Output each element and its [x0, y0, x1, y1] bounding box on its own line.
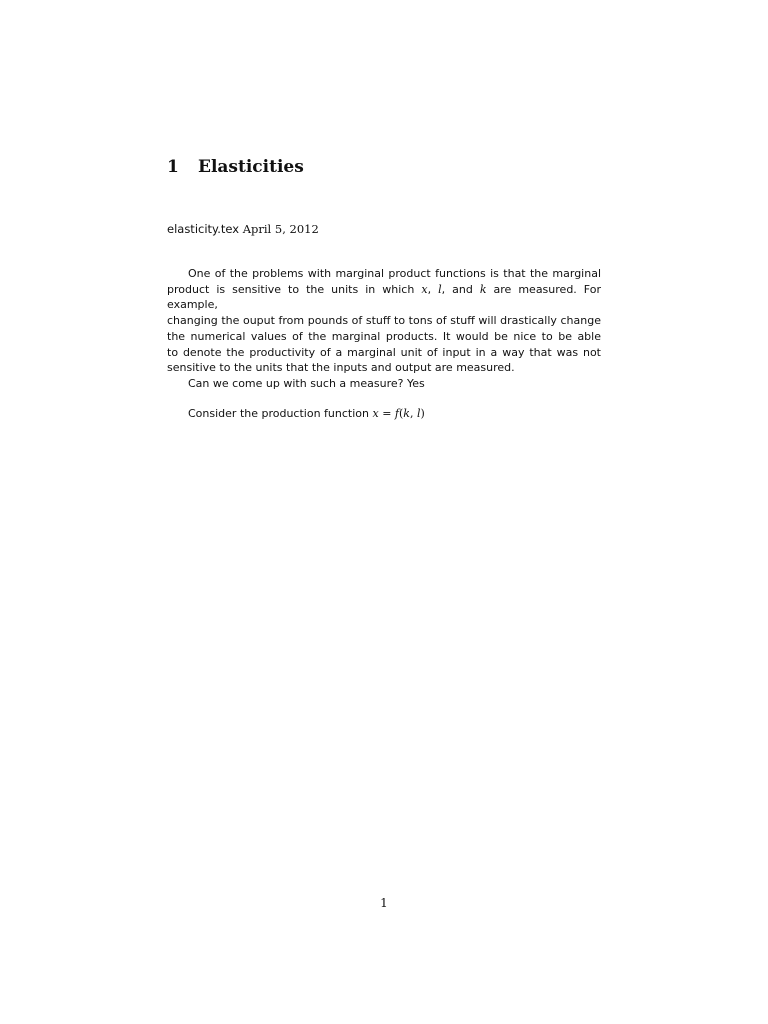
- paragraph-line: to denote the productivity of a marginal unit of input in a way that was not: [167, 345, 601, 359]
- text-run: ,: [427, 282, 439, 296]
- paragraph-question: [167, 376, 601, 392]
- section-title: Elasticities: [198, 157, 304, 177]
- math-var-l: l: [438, 282, 442, 296]
- dateline-date: April 5, 2012: [242, 222, 319, 236]
- math-equals: =: [378, 407, 395, 420]
- math-var-x: x: [372, 407, 379, 420]
- paragraph-marginal-product: [167, 266, 601, 376]
- paragraph-line: [167, 282, 601, 313]
- paragraph-line: Can we come up with such a measure? Yes: [188, 377, 425, 390]
- paragraph-line: the numerical values of the marginal products. It would be nice to be able: [167, 329, 601, 343]
- dateline-filename: elasticity.tex: [167, 222, 240, 236]
- text-run: are measured. For example,: [167, 282, 601, 312]
- math-var-k: k: [403, 407, 410, 420]
- paragraph-line: One of the problems with marginal product functions is that the marginal: [188, 267, 601, 280]
- section-number: 1: [167, 157, 179, 177]
- paragraph-line: [167, 406, 601, 422]
- math-func-f: f: [394, 407, 399, 420]
- section-heading: [167, 155, 304, 179]
- paragraph-line: changing the ouput from pounds of stuff to tons of stuff will drastically change: [167, 314, 601, 328]
- paragraph-line: sensitive to the units that the inputs and output are measured.: [167, 361, 515, 375]
- math-paren-close: ): [420, 407, 425, 420]
- dateline: [167, 221, 319, 237]
- text-run: Consider the production function: [188, 407, 373, 420]
- math-var-k: k: [479, 282, 487, 296]
- text-run: product is sensitive to the units in which: [167, 282, 422, 296]
- page-number: 1: [380, 896, 388, 910]
- paragraph-production-function: [167, 406, 601, 422]
- math-var-l: l: [416, 407, 421, 420]
- math-paren-open: (: [399, 407, 404, 420]
- math-comma: ,: [409, 407, 417, 420]
- math-var-x: x: [421, 282, 428, 296]
- text-run: , and: [441, 282, 480, 296]
